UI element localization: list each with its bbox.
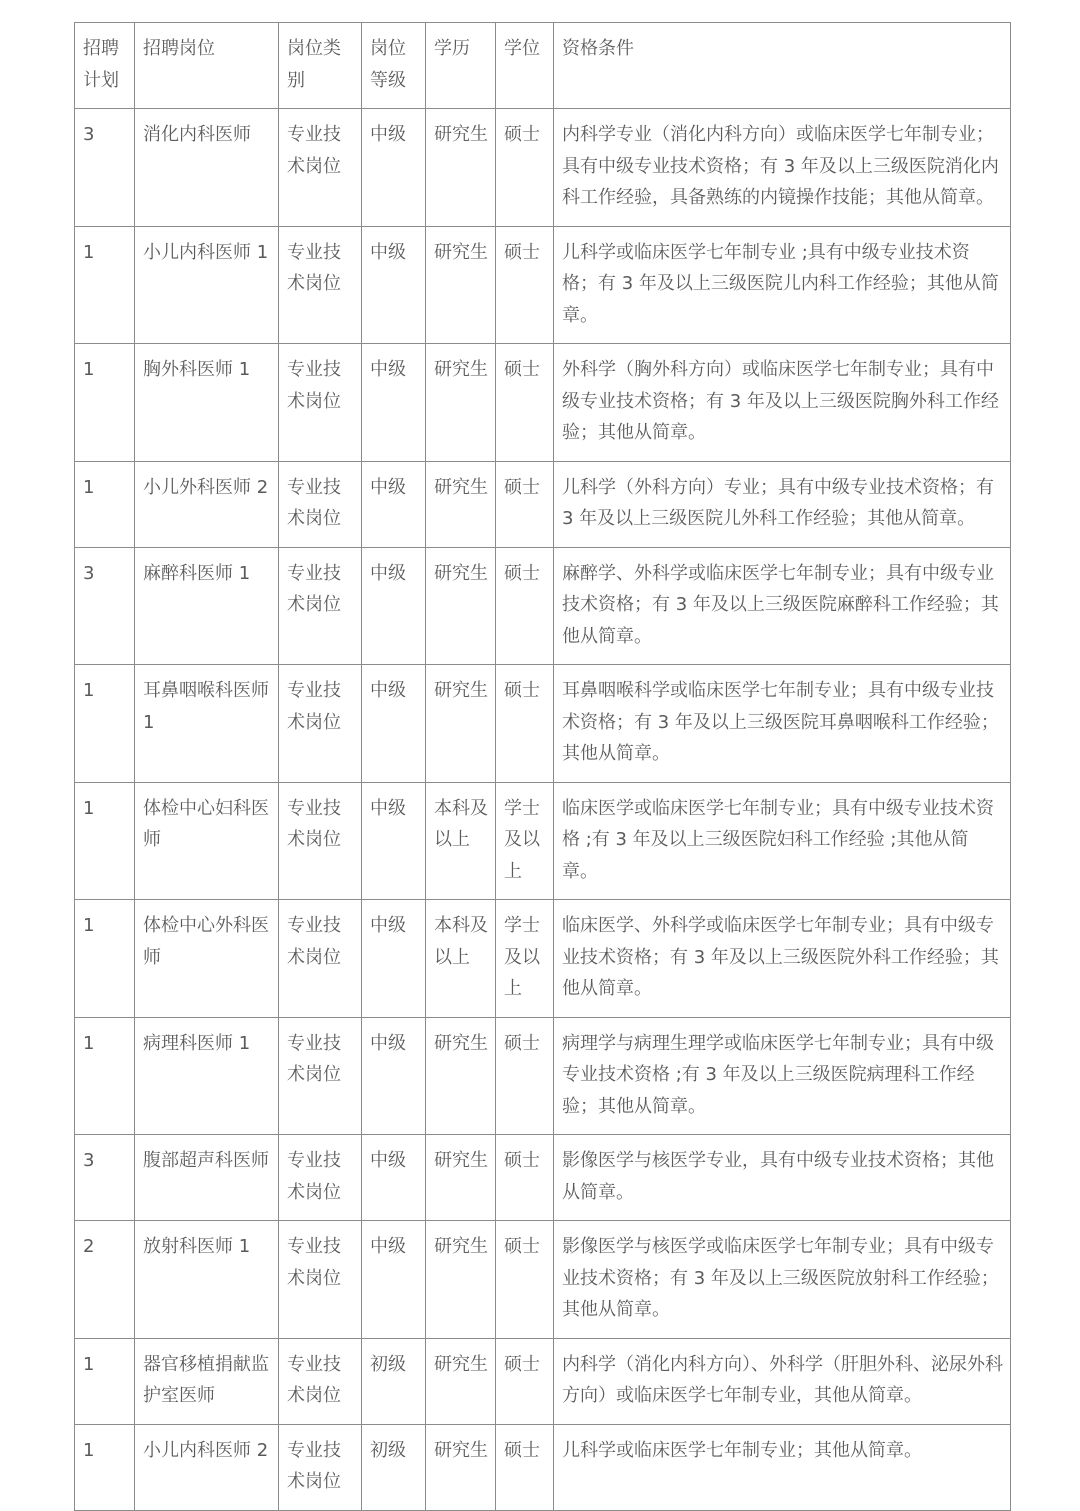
cell-qualifications: 内科学（消化内科方向）、外科学（肝胆外科、泌尿外科方向）或临床医学七年制专业，其他从简章。	[554, 1338, 1011, 1424]
table-row	[75, 665, 1011, 783]
cell-position: 病理科医师 1	[135, 1017, 279, 1135]
table-row	[75, 461, 1011, 547]
table-row	[75, 344, 1011, 462]
cell-level: 中级	[362, 461, 426, 547]
cell-category: 专业技术岗位	[279, 1338, 362, 1424]
cell-category: 专业技术岗位	[279, 547, 362, 665]
cell-position: 体检中心妇科医师	[135, 782, 279, 900]
cell-position: 小儿内科医师 1	[135, 226, 279, 344]
cell-education: 研究生	[426, 1338, 496, 1424]
header-position: 招聘岗位	[135, 23, 279, 109]
cell-education: 研究生	[426, 226, 496, 344]
cell-position: 放射科医师 1	[135, 1221, 279, 1339]
cell-level: 中级	[362, 547, 426, 665]
cell-education: 研究生	[426, 665, 496, 783]
table-row	[75, 1338, 1011, 1424]
cell-category: 专业技术岗位	[279, 1017, 362, 1135]
cell-category: 专业技术岗位	[279, 1221, 362, 1339]
header-level: 岗位等级	[362, 23, 426, 109]
cell-level: 中级	[362, 226, 426, 344]
cell-qualifications: 耳鼻咽喉科学或临床医学七年制专业；具有中级专业技术资格；有 3 年及以上三级医院耳鼻咽喉科工作经验；其他从简章。	[554, 665, 1011, 783]
cell-plan: 1	[75, 344, 135, 462]
cell-education: 研究生	[426, 109, 496, 227]
cell-position: 体检中心外科医师	[135, 900, 279, 1018]
cell-education: 研究生	[426, 1221, 496, 1339]
cell-category: 专业技术岗位	[279, 109, 362, 227]
cell-position: 小儿内科医师 2	[135, 1424, 279, 1510]
cell-qualifications: 临床医学或临床医学七年制专业；具有中级专业技术资格 ;有 3 年及以上三级医院妇科工作经验 ;其他从简章。	[554, 782, 1011, 900]
cell-category: 专业技术岗位	[279, 665, 362, 783]
cell-degree: 硕士	[496, 344, 554, 462]
cell-plan: 1	[75, 226, 135, 344]
recruitment-table	[74, 22, 1011, 1511]
cell-education: 研究生	[426, 1017, 496, 1135]
cell-level: 中级	[362, 900, 426, 1018]
cell-category: 专业技术岗位	[279, 461, 362, 547]
cell-position: 器官移植捐献监护室医师	[135, 1338, 279, 1424]
cell-education: 研究生	[426, 1424, 496, 1510]
cell-degree: 硕士	[496, 226, 554, 344]
cell-plan: 1	[75, 665, 135, 783]
cell-qualifications: 影像医学与核医学专业，具有中级专业技术资格；其他从简章。	[554, 1135, 1011, 1221]
cell-position: 消化内科医师	[135, 109, 279, 227]
cell-category: 专业技术岗位	[279, 344, 362, 462]
cell-degree: 硕士	[496, 1017, 554, 1135]
cell-degree: 硕士	[496, 1424, 554, 1510]
recruitment-table-container	[74, 22, 1010, 1511]
cell-degree: 硕士	[496, 109, 554, 227]
cell-qualifications: 内科学专业（消化内科方向）或临床医学七年制专业；具有中级专业技术资格；有 3 年及以上三级医院消化内科工作经验，具备熟练的内镜操作技能；其他从简章。	[554, 109, 1011, 227]
cell-level: 中级	[362, 109, 426, 227]
cell-position: 耳鼻咽喉科医师 1	[135, 665, 279, 783]
cell-degree: 硕士	[496, 1135, 554, 1221]
cell-qualifications: 儿科学或临床医学七年制专业；其他从简章。	[554, 1424, 1011, 1510]
cell-level: 中级	[362, 1017, 426, 1135]
cell-qualifications: 外科学（胸外科方向）或临床医学七年制专业；具有中级专业技术资格；有 3 年及以上三级医院胸外科工作经验；其他从简章。	[554, 344, 1011, 462]
cell-level: 初级	[362, 1338, 426, 1424]
cell-category: 专业技术岗位	[279, 226, 362, 344]
cell-position: 麻醉科医师 1	[135, 547, 279, 665]
cell-degree: 硕士	[496, 547, 554, 665]
table-row	[75, 900, 1011, 1018]
cell-plan: 1	[75, 782, 135, 900]
cell-level: 初级	[362, 1424, 426, 1510]
table-row	[75, 1424, 1011, 1510]
cell-category: 专业技术岗位	[279, 900, 362, 1018]
cell-degree: 学士及以上	[496, 782, 554, 900]
cell-education: 本科及以上	[426, 782, 496, 900]
cell-education: 研究生	[426, 1135, 496, 1221]
cell-plan: 1	[75, 1017, 135, 1135]
cell-category: 专业技术岗位	[279, 782, 362, 900]
cell-plan: 3	[75, 109, 135, 227]
cell-degree: 硕士	[496, 665, 554, 783]
header-plan: 招聘计划	[75, 23, 135, 109]
cell-level: 中级	[362, 782, 426, 900]
header-category: 岗位类别	[279, 23, 362, 109]
cell-education: 本科及以上	[426, 900, 496, 1018]
cell-position: 小儿外科医师 2	[135, 461, 279, 547]
cell-level: 中级	[362, 1221, 426, 1339]
cell-qualifications: 儿科学或临床医学七年制专业 ;具有中级专业技术资格；有 3 年及以上三级医院儿内科工作经验；其他从简章。	[554, 226, 1011, 344]
cell-degree: 硕士	[496, 1221, 554, 1339]
cell-qualifications: 儿科学（外科方向）专业；具有中级专业技术资格；有 3 年及以上三级医院儿外科工作经验；其他从简章。	[554, 461, 1011, 547]
table-row	[75, 1135, 1011, 1221]
cell-qualifications: 麻醉学、外科学或临床医学七年制专业；具有中级专业技术资格；有 3 年及以上三级医院麻醉科工作经验；其他从简章。	[554, 547, 1011, 665]
cell-qualifications: 病理学与病理生理学或临床医学七年制专业；具有中级专业技术资格 ;有 3 年及以上三级医院病理科工作经验；其他从简章。	[554, 1017, 1011, 1135]
table-row	[75, 1221, 1011, 1339]
cell-qualifications: 影像医学与核医学或临床医学七年制专业；具有中级专业技术资格；有 3 年及以上三级医院放射科工作经验；其他从简章。	[554, 1221, 1011, 1339]
table-row	[75, 1017, 1011, 1135]
header-degree: 学位	[496, 23, 554, 109]
table-row	[75, 109, 1011, 227]
table-row	[75, 782, 1011, 900]
cell-category: 专业技术岗位	[279, 1424, 362, 1510]
cell-plan: 3	[75, 547, 135, 665]
cell-plan: 1	[75, 1424, 135, 1510]
cell-level: 中级	[362, 665, 426, 783]
cell-degree: 学士及以上	[496, 900, 554, 1018]
cell-position: 腹部超声科医师	[135, 1135, 279, 1221]
header-education: 学历	[426, 23, 496, 109]
cell-plan: 3	[75, 1135, 135, 1221]
cell-qualifications: 临床医学、外科学或临床医学七年制专业；具有中级专业技术资格；有 3 年及以上三级医院外科工作经验；其他从简章。	[554, 900, 1011, 1018]
cell-plan: 1	[75, 900, 135, 1018]
cell-degree: 硕士	[496, 1338, 554, 1424]
cell-education: 研究生	[426, 547, 496, 665]
table-header-row	[75, 23, 1011, 109]
cell-category: 专业技术岗位	[279, 1135, 362, 1221]
cell-plan: 2	[75, 1221, 135, 1339]
cell-education: 研究生	[426, 461, 496, 547]
cell-position: 胸外科医师 1	[135, 344, 279, 462]
cell-level: 中级	[362, 344, 426, 462]
cell-education: 研究生	[426, 344, 496, 462]
table-row	[75, 226, 1011, 344]
header-qualifications: 资格条件	[554, 23, 1011, 109]
cell-plan: 1	[75, 461, 135, 547]
cell-plan: 1	[75, 1338, 135, 1424]
table-row	[75, 547, 1011, 665]
cell-degree: 硕士	[496, 461, 554, 547]
cell-level: 中级	[362, 1135, 426, 1221]
